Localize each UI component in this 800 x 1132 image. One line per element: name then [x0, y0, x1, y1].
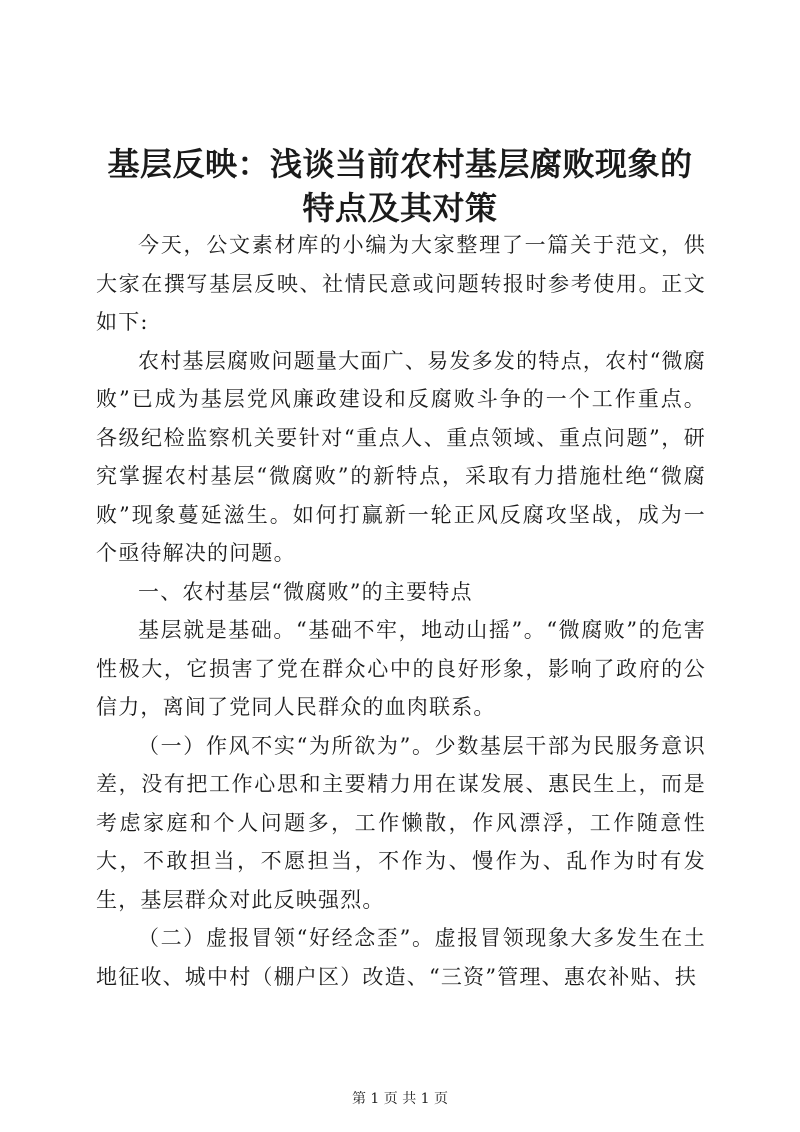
- document-body: [96, 226, 706, 996]
- document-title: 基层反映：浅谈当前农村基层腐败现象的特点及其对策: [107, 145, 693, 227]
- paragraph-overview: 农村基层腐败问题量大面广、易发多发的特点，农村“微腐败”已成为基层党风廉政建设和反腐败斗争的一个工作重点。各级纪检监察机关要针对“重点人、重点领域、重点问题”，研究掌握农村基层“微腐败”的新特点，采取有力措施杜绝“微腐败”现象蔓延滋生。如何打赢新一轮正风反腐攻坚战，成为一个亟待解决的问题。: [96, 348, 706, 565]
- page-number-footer: 第 1 页 共 1 页: [351, 1091, 449, 1107]
- paragraph-point-2: （二）虚报冒领“好经念歪”。虚报冒领现象大多发生在土地征收、城中村（棚户区）改造、“三资”管理、惠农补贴、扶: [96, 926, 706, 989]
- paragraph-intro: 今天，公文素材库的小编为大家整理了一篇关于范文，供大家在撰写基层反映、社情民意或问题转报时参考使用。正文如下:: [96, 233, 706, 334]
- paragraph-point-1: （一）作风不实“为所欲为”。少数基层干部为民服务意识差，没有把工作心思和主要精力用在谋发展、惠民生上，而是考虑家庭和个人问题多，工作懒散，作风漂浮，工作随意性大，不敢担当，不愿担当，不作为、慢作为、乱作为时有发生，基层群众对此反映强烈。: [96, 733, 706, 912]
- section-heading: 一、农村基层“微腐败”的主要特点: [138, 579, 473, 604]
- paragraph-foundation: 基层就是基础。“基础不牢，地动山摇”。“微腐败”的危害性极大，它损害了党在群众心中的良好形象，影响了政府的公信力，离间了党同人民群众的血肉联系。: [96, 618, 706, 719]
